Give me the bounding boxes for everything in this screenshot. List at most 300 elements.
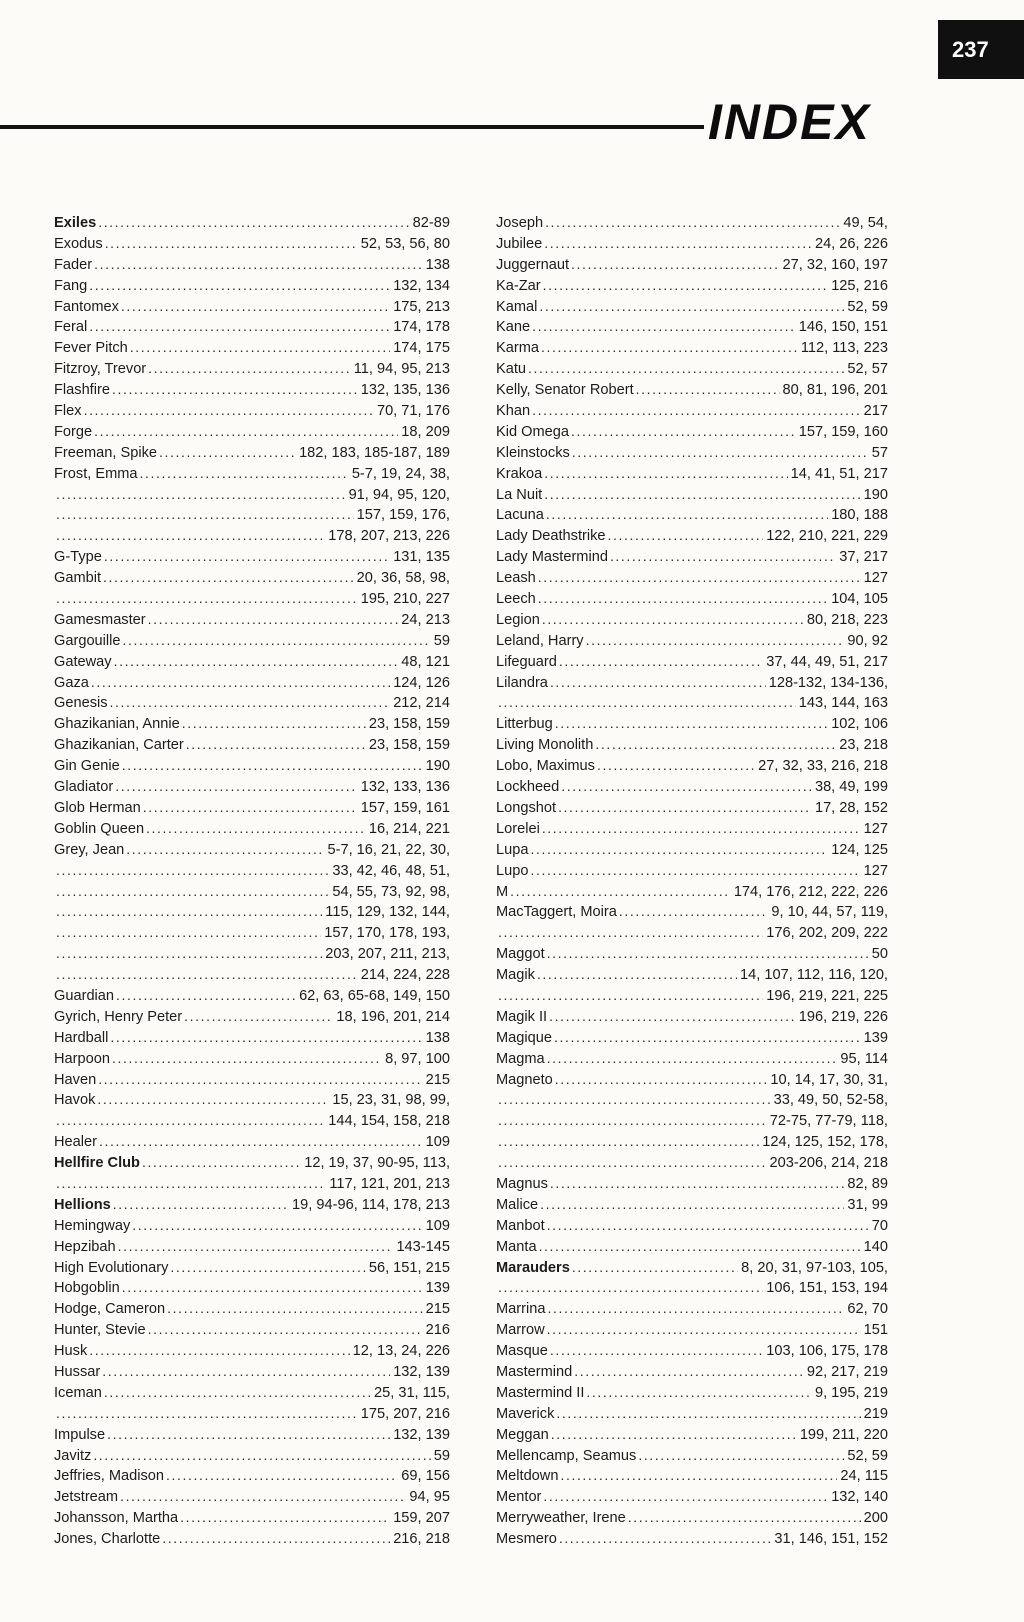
- leader-dots: [545, 212, 840, 233]
- header-rule: [0, 125, 704, 129]
- index-page-refs: 174, 175: [393, 340, 450, 357]
- leader-dots: [167, 1298, 423, 1319]
- index-page-refs: 178, 207, 213, 226: [328, 528, 450, 545]
- index-entry-continuation: [54, 860, 450, 881]
- index-entry: [496, 1173, 888, 1194]
- leader-dots: [118, 1236, 394, 1257]
- index-entry: [54, 1257, 450, 1278]
- index-entry: [54, 254, 450, 275]
- index-page-refs: 12, 19, 37, 90-95, 113,: [304, 1155, 450, 1172]
- index-term: Mastermind II: [496, 1384, 585, 1401]
- index-page-refs: 9, 195, 219: [814, 1384, 888, 1401]
- index-page-refs: 91, 94, 95, 120,: [348, 486, 450, 503]
- index-page-refs: 52, 59: [847, 298, 888, 315]
- index-entry: [496, 379, 888, 400]
- index-entry: [54, 734, 450, 755]
- index-term: Karma: [496, 340, 539, 357]
- index-page-refs: 12, 13, 24, 226: [352, 1343, 450, 1360]
- index-entry: [496, 734, 888, 755]
- index-page-refs: 174, 176, 212, 222, 226: [733, 883, 888, 900]
- leader-dots: [132, 1215, 422, 1236]
- index-term: Johansson, Martha: [54, 1510, 179, 1527]
- index-entry: [54, 1027, 450, 1048]
- index-page-refs: 56, 151, 215: [368, 1259, 450, 1276]
- index-page-refs: 190: [425, 758, 450, 775]
- index-page-refs: 138: [425, 256, 450, 273]
- leader-dots: [104, 546, 390, 567]
- index-term: Mastermind: [496, 1363, 573, 1380]
- index-term: Exodus: [54, 235, 103, 252]
- index-entry-continuation: [54, 964, 450, 985]
- index-page-refs: 20, 36, 58, 98,: [356, 570, 450, 587]
- index-page-refs: 144, 154, 158, 218: [328, 1113, 450, 1130]
- index-term: Healer: [54, 1134, 97, 1151]
- index-page-refs: 38, 49, 199: [814, 779, 888, 796]
- index-page-refs: 157, 159, 160: [798, 423, 888, 440]
- leader-dots: [547, 1319, 861, 1340]
- leader-dots: [539, 296, 844, 317]
- index-term: Gamesmaster: [54, 611, 146, 628]
- index-term: Iceman: [54, 1384, 102, 1401]
- leader-dots: [56, 1173, 326, 1194]
- index-page-refs: 14, 41, 51, 217: [790, 465, 888, 482]
- index-term: Ghazikanian, Annie: [54, 716, 180, 733]
- leader-dots: [120, 1486, 406, 1507]
- index-entry: [54, 1069, 450, 1090]
- index-page-refs: 23, 158, 159: [368, 716, 450, 733]
- index-page-refs: 217: [863, 403, 888, 420]
- leader-dots: [148, 358, 351, 379]
- index-entry: [496, 943, 888, 964]
- index-page-refs: 117, 121, 201, 213: [329, 1175, 450, 1192]
- index-page-refs: 132, 135, 136: [360, 382, 450, 399]
- index-entry-continuation: [54, 922, 450, 943]
- leader-dots: [89, 316, 390, 337]
- index-term: Legion: [496, 611, 540, 628]
- leader-dots: [544, 233, 812, 254]
- index-entry: [496, 839, 888, 860]
- index-entry: [496, 400, 888, 421]
- index-page-refs: 90, 92: [847, 632, 888, 649]
- leader-dots: [56, 881, 329, 902]
- leader-dots: [546, 504, 828, 525]
- index-entry-continuation: [54, 901, 450, 922]
- index-term: Longshot: [496, 799, 557, 816]
- index-page-refs: 200: [863, 1510, 888, 1527]
- leader-dots: [537, 964, 737, 985]
- index-entry-continuation: [496, 922, 888, 943]
- index-term: Lockheed: [496, 779, 560, 796]
- index-page-refs: 216, 218: [393, 1531, 450, 1548]
- index-term: Manbot: [496, 1217, 545, 1234]
- leader-dots: [554, 1027, 861, 1048]
- index-term: Feral: [54, 319, 88, 336]
- index-page-refs: 190: [863, 486, 888, 503]
- index-entry: [54, 1277, 450, 1298]
- index-page-refs: 219: [863, 1405, 888, 1422]
- leader-dots: [547, 1215, 869, 1236]
- index-entry: [496, 254, 888, 275]
- index-entry: [496, 1486, 888, 1507]
- index-page-refs: 23, 158, 159: [368, 737, 450, 754]
- index-page-refs: 82, 89: [847, 1175, 888, 1192]
- index-term: Forge: [54, 423, 93, 440]
- index-entry: [496, 1194, 888, 1215]
- index-term: Juggernaut: [496, 256, 570, 273]
- index-entry: [54, 1486, 450, 1507]
- index-page-refs: 151: [863, 1322, 888, 1339]
- index-page-refs: 180, 188: [831, 507, 888, 524]
- leader-dots: [140, 463, 349, 484]
- leader-dots: [56, 943, 322, 964]
- index-term: Lorelei: [496, 820, 540, 837]
- leader-dots: [89, 275, 390, 296]
- index-entry: [496, 1340, 888, 1361]
- index-entry: [496, 567, 888, 588]
- index-entry-continuation: [496, 985, 888, 1006]
- index-term: Gladiator: [54, 779, 114, 796]
- index-term: Manta: [496, 1238, 537, 1255]
- index-page-refs: 23, 218: [839, 737, 888, 754]
- leader-dots: [574, 1361, 804, 1382]
- leader-dots: [532, 400, 861, 421]
- index-term: Lupo: [496, 862, 529, 879]
- index-page-refs: 140: [863, 1238, 888, 1255]
- leader-dots: [107, 1424, 390, 1445]
- index-term: Gateway: [54, 653, 112, 670]
- index-entry: [54, 275, 450, 296]
- index-entry: [496, 713, 888, 734]
- index-entry: [54, 1194, 450, 1215]
- index-page-refs: 132, 140: [831, 1489, 888, 1506]
- index-term: Magique: [496, 1029, 552, 1046]
- index-entry: [496, 421, 888, 442]
- index-term: Frost, Emma: [54, 465, 138, 482]
- index-term: Leech: [496, 591, 536, 608]
- index-term: Fitzroy, Trevor: [54, 361, 147, 378]
- leader-dots: [93, 1445, 430, 1466]
- index-entry: [54, 358, 450, 379]
- index-page-refs: 132, 139: [393, 1426, 450, 1443]
- index-term: Merryweather, Irene: [496, 1510, 626, 1527]
- index-page-refs: 139: [425, 1280, 450, 1297]
- index-entry: [496, 1445, 888, 1466]
- index-term: Litterbug: [496, 716, 553, 733]
- index-page-refs: 212, 214: [393, 695, 450, 712]
- leader-dots: [56, 588, 358, 609]
- leader-dots: [498, 922, 763, 943]
- index-entry: [496, 588, 888, 609]
- index-entry: [54, 1215, 450, 1236]
- index-page-refs: 69, 156: [401, 1468, 450, 1485]
- index-page-refs: 132, 133, 136: [360, 779, 450, 796]
- index-entry: [54, 296, 450, 317]
- index-entry: [496, 442, 888, 463]
- index-page-refs: 48, 121: [401, 653, 450, 670]
- index-page-refs: 10, 14, 17, 30, 31,: [770, 1071, 888, 1088]
- index-page-refs: 16, 214, 221: [368, 820, 450, 837]
- index-entry: [496, 797, 888, 818]
- index-page-refs: 19, 94-96, 114, 178, 213: [292, 1196, 450, 1213]
- index-term: La Nuit: [496, 486, 543, 503]
- index-page-refs: 52, 57: [847, 361, 888, 378]
- leader-dots: [97, 1089, 329, 1110]
- index-page-refs: 49, 54,: [843, 215, 888, 231]
- index-term: Malice: [496, 1196, 539, 1213]
- index-entry: [54, 755, 450, 776]
- index-entry: [496, 1424, 888, 1445]
- index-entry: [496, 1403, 888, 1424]
- index-entry: [54, 400, 450, 421]
- index-entry-continuation: [496, 1277, 888, 1298]
- index-entry: [496, 212, 888, 233]
- index-page-refs: 115, 129, 132, 144,: [325, 904, 450, 921]
- index-entry: [496, 316, 888, 337]
- index-term: Meggan: [496, 1426, 549, 1443]
- leader-dots: [586, 630, 845, 651]
- index-page-refs: 102, 106: [831, 716, 888, 733]
- leader-dots: [547, 1048, 838, 1069]
- index-page-refs: 62, 70: [847, 1301, 888, 1318]
- index-page-refs: 104, 105: [831, 591, 888, 608]
- index-page-refs: 122, 210, 221, 229: [766, 528, 888, 545]
- index-term: Lupa: [496, 841, 529, 858]
- index-term: Kamal: [496, 298, 538, 315]
- leader-dots: [148, 609, 399, 630]
- index-page-refs: 70: [871, 1217, 888, 1234]
- index-page-refs: 17, 28, 152: [814, 799, 888, 816]
- index-page-refs: 52, 53, 56, 80: [360, 235, 450, 252]
- index-column-right: [496, 212, 888, 1549]
- index-page-refs: 52, 59: [847, 1447, 888, 1464]
- leader-dots: [560, 1465, 837, 1486]
- leader-dots: [636, 379, 780, 400]
- index-entry: [54, 1445, 450, 1466]
- index-entry: [54, 1319, 450, 1340]
- index-page-refs: 139: [863, 1029, 888, 1046]
- index-entry: [496, 233, 888, 254]
- leader-dots: [543, 275, 829, 296]
- leader-dots: [56, 1403, 358, 1424]
- index-term: Lacuna: [496, 507, 544, 524]
- index-entry: [496, 546, 888, 567]
- index-term: Magnus: [496, 1175, 548, 1192]
- index-page-refs: 33, 49, 50, 52-58,: [773, 1092, 888, 1109]
- index-entry: [496, 1319, 888, 1340]
- index-entry: [496, 1507, 888, 1528]
- index-page-refs: 157, 170, 178, 193,: [324, 925, 450, 942]
- page-number-tab: 237: [938, 20, 1024, 79]
- index-page-refs: 70, 71, 176: [376, 403, 450, 420]
- index-entry: [496, 630, 888, 651]
- index-page-refs: 106, 151, 153, 194: [766, 1280, 888, 1297]
- index-term: Hardball: [54, 1029, 109, 1046]
- leader-dots: [555, 1069, 768, 1090]
- index-term: Fader: [54, 256, 93, 273]
- index-entry-continuation: [54, 1403, 450, 1424]
- index-entry-continuation: [54, 484, 450, 505]
- index-page-refs: 109: [425, 1134, 450, 1151]
- index-entry-continuation: [496, 1089, 888, 1110]
- index-page-refs: 216: [425, 1322, 450, 1339]
- index-entry: [54, 212, 450, 233]
- index-term: Grey, Jean: [54, 841, 125, 858]
- leader-dots: [619, 901, 769, 922]
- leader-dots: [498, 692, 796, 713]
- index-entry: [496, 275, 888, 296]
- leader-dots: [122, 755, 423, 776]
- leader-dots: [112, 1048, 382, 1069]
- leader-dots: [541, 337, 798, 358]
- index-term: Magik: [496, 967, 535, 984]
- index-page-refs: 124, 125, 152, 178,: [762, 1134, 888, 1151]
- index-entry: [496, 755, 888, 776]
- index-entry: [496, 1257, 888, 1278]
- leader-dots: [586, 1382, 812, 1403]
- index-page-refs: 214, 224, 228: [360, 967, 450, 984]
- index-entry: [54, 672, 450, 693]
- index-term: Living Monolith: [496, 737, 594, 754]
- index-entry: [496, 484, 888, 505]
- index-term: Ghazikanian, Carter: [54, 737, 184, 754]
- index-term: Kelly, Senator Robert: [496, 382, 634, 399]
- index-entry: [496, 651, 888, 672]
- index-term: Fang: [54, 277, 88, 294]
- index-term: Flashfire: [54, 382, 110, 399]
- index-entry: [496, 525, 888, 546]
- leader-dots: [104, 1382, 371, 1403]
- index-page-refs: 27, 32, 160, 197: [782, 256, 888, 273]
- index-page-refs: 196, 219, 221, 225: [766, 987, 888, 1004]
- index-term: Krakoa: [496, 465, 543, 482]
- leader-dots: [542, 609, 804, 630]
- index-term: Lifeguard: [496, 653, 557, 670]
- index-entry: [496, 1528, 888, 1549]
- index-term: Gambit: [54, 570, 102, 587]
- index-term: Lady Mastermind: [496, 549, 608, 566]
- index-term: Lilandra: [496, 674, 548, 691]
- index-entry: [54, 713, 450, 734]
- leader-dots: [56, 860, 329, 881]
- index-term: Hunter, Stevie: [54, 1322, 146, 1339]
- leader-dots: [595, 734, 836, 755]
- index-term: Kleinstocks: [496, 444, 570, 461]
- index-term: Glob Herman: [54, 799, 141, 816]
- index-page-refs: 112, 113, 223: [800, 340, 888, 357]
- index-term: Gin Genie: [54, 758, 120, 775]
- index-entry-continuation: [496, 1152, 888, 1173]
- index-term: Hellfire Club: [54, 1155, 140, 1172]
- index-entry: [496, 1006, 888, 1027]
- index-term: Haven: [54, 1071, 97, 1088]
- leader-dots: [498, 1089, 771, 1110]
- index-page-refs: 132, 139: [393, 1363, 450, 1380]
- index-page-refs: 62, 63, 65-68, 149, 150: [299, 987, 450, 1004]
- leader-dots: [550, 672, 766, 693]
- index-entry: [496, 1298, 888, 1319]
- index-entry: [54, 546, 450, 567]
- index-page-refs: 125, 216: [831, 277, 888, 294]
- index-page-refs: 132, 134: [393, 277, 450, 294]
- index-entry: [496, 672, 888, 693]
- leader-dots: [130, 337, 390, 358]
- leader-dots: [559, 1528, 772, 1549]
- leader-dots: [112, 379, 358, 400]
- index-page-refs: 146, 150, 151: [798, 319, 888, 336]
- index-entry: [496, 1069, 888, 1090]
- index-entry: [496, 609, 888, 630]
- index-term: Fever Pitch: [54, 340, 128, 357]
- leader-dots: [538, 567, 861, 588]
- index-term: Leash: [496, 570, 536, 587]
- index-page-refs: 59: [433, 1447, 450, 1464]
- index-term: Marauders: [496, 1259, 570, 1276]
- index-entry: [496, 964, 888, 985]
- index-entry: [496, 1465, 888, 1486]
- index-term: G-Type: [54, 549, 102, 566]
- index-term: Husk: [54, 1343, 88, 1360]
- leader-dots: [56, 484, 346, 505]
- index-term: Marrow: [496, 1322, 545, 1339]
- leader-dots: [182, 713, 366, 734]
- leader-dots: [56, 964, 358, 985]
- leader-dots: [186, 734, 366, 755]
- index-entry-continuation: [54, 525, 450, 546]
- index-page-refs: 50: [871, 946, 888, 963]
- leader-dots: [498, 1110, 767, 1131]
- index-term: Flex: [54, 403, 82, 420]
- page-title: INDEX: [708, 94, 871, 150]
- index-entry: [54, 316, 450, 337]
- leader-dots: [628, 1507, 861, 1528]
- leader-dots: [610, 546, 836, 567]
- index-entry: [54, 1424, 450, 1445]
- leader-dots: [56, 525, 325, 546]
- leader-dots: [547, 1298, 844, 1319]
- leader-dots: [556, 1403, 860, 1424]
- leader-dots: [105, 233, 358, 254]
- index-term: Joseph: [496, 215, 544, 231]
- index-entry: [54, 442, 450, 463]
- index-term: High Evolutionary: [54, 1259, 169, 1276]
- index-entry: [54, 567, 450, 588]
- index-term: Khan: [496, 403, 531, 420]
- index-page-refs: 103, 106, 175, 178: [766, 1343, 888, 1360]
- index-term: Jetstream: [54, 1489, 119, 1506]
- index-entry: [54, 985, 450, 1006]
- index-term: Hodge, Cameron: [54, 1301, 166, 1318]
- index-page-refs: 124, 125: [831, 841, 888, 858]
- index-page-refs: 18, 209: [401, 423, 450, 440]
- leader-dots: [110, 692, 391, 713]
- index-page-refs: 37, 217: [839, 549, 888, 566]
- index-page-refs: 196, 219, 226: [798, 1008, 888, 1025]
- index-term: Hussar: [54, 1363, 101, 1380]
- index-term: Ka-Zar: [496, 277, 541, 294]
- index-entry: [496, 1236, 888, 1257]
- index-entry: [496, 358, 888, 379]
- index-entry: [496, 776, 888, 797]
- index-term: Maverick: [496, 1405, 555, 1422]
- leader-dots: [530, 860, 860, 881]
- index-entry: [54, 776, 450, 797]
- index-entry: [496, 1027, 888, 1048]
- index-term: Masque: [496, 1343, 548, 1360]
- leader-dots: [94, 254, 423, 275]
- index-page-refs: 175, 213: [393, 298, 450, 315]
- leader-dots: [114, 651, 399, 672]
- leader-dots: [597, 755, 755, 776]
